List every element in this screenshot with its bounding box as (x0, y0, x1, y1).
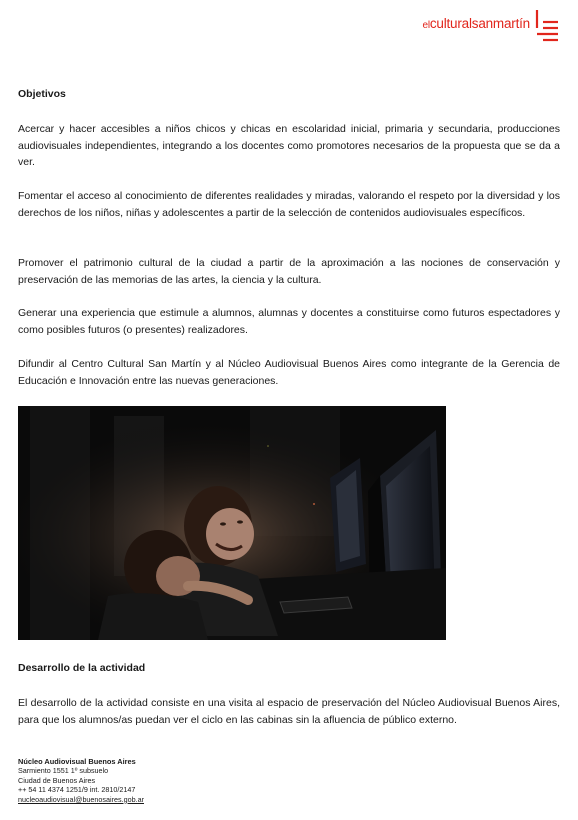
brand-name: culturalsanmartín (429, 16, 530, 31)
footer-title: Núcleo Audiovisual Buenos Aires (18, 757, 136, 766)
activity-paragraph: El desarrollo de la actividad consiste en una visita al espacio de preservación del Núcleo Audiovisual Buenos Aires, para que los alumnos/as puedan ver el ciclo en las cabinas sin la afluencia de público externo. (18, 697, 560, 726)
footer-email-link[interactable]: nucleoaudiovisual@buenosaires.gob.ar (18, 794, 144, 804)
brand-prefix: el (422, 20, 430, 31)
objective-paragraph-4: Generar una experiencia que estimule a alumnos, alumnas y docentes a constituirse como futuros espectadores y como posibles futuros (o presentes) realizadores. (18, 307, 560, 336)
section-heading-desarrollo: Desarrollo de la actividad (18, 662, 146, 674)
photo-illustration (18, 406, 446, 640)
contact-footer (18, 757, 144, 804)
children-at-screens-photo (18, 406, 446, 640)
brand-wordmark (422, 16, 530, 31)
objective-paragraph-3: Promover el patrimonio cultural de la ciudad a partir de la aproximación a las nociones de conservación y preservación de las memorias de las artes, la ciencia y la cultura. (18, 257, 560, 286)
footer-address: Sarmiento 1551 1º subsuelo (18, 766, 109, 776)
objective-paragraph-2: Fomentar el acceso al conocimiento de diferentes realidades y miradas, valorando el respeto por la diversidad y los derechos de los niños, niñas y adolescentes a partir de la selección de contenidos audiovisuales específicos. (18, 190, 560, 219)
objective-paragraph-1: Acercar y hacer accesibles a niños chicos y chicas en escolaridad inicial, primaria y secundaria, producciones audiovisuales independientes, integrando a los docentes como promotores necesarios de la propuesta que se da a ver. (18, 123, 560, 168)
section-heading-objetivos: Objetivos (18, 88, 66, 100)
brand-mark-icon (534, 8, 560, 48)
objective-paragraph-5: Difundir al Centro Cultural San Martín y al Núcleo Audiovisual Buenos Aires como integrante de la Gerencia de Educación e Innovación entre las nuevas generaciones. (18, 358, 560, 387)
brand-logo (422, 8, 560, 48)
footer-phone: ++ 54 11 4374 1251/9 int. 2810/2147 (18, 785, 136, 795)
footer-city: Ciudad de Buenos Aires (18, 775, 96, 785)
